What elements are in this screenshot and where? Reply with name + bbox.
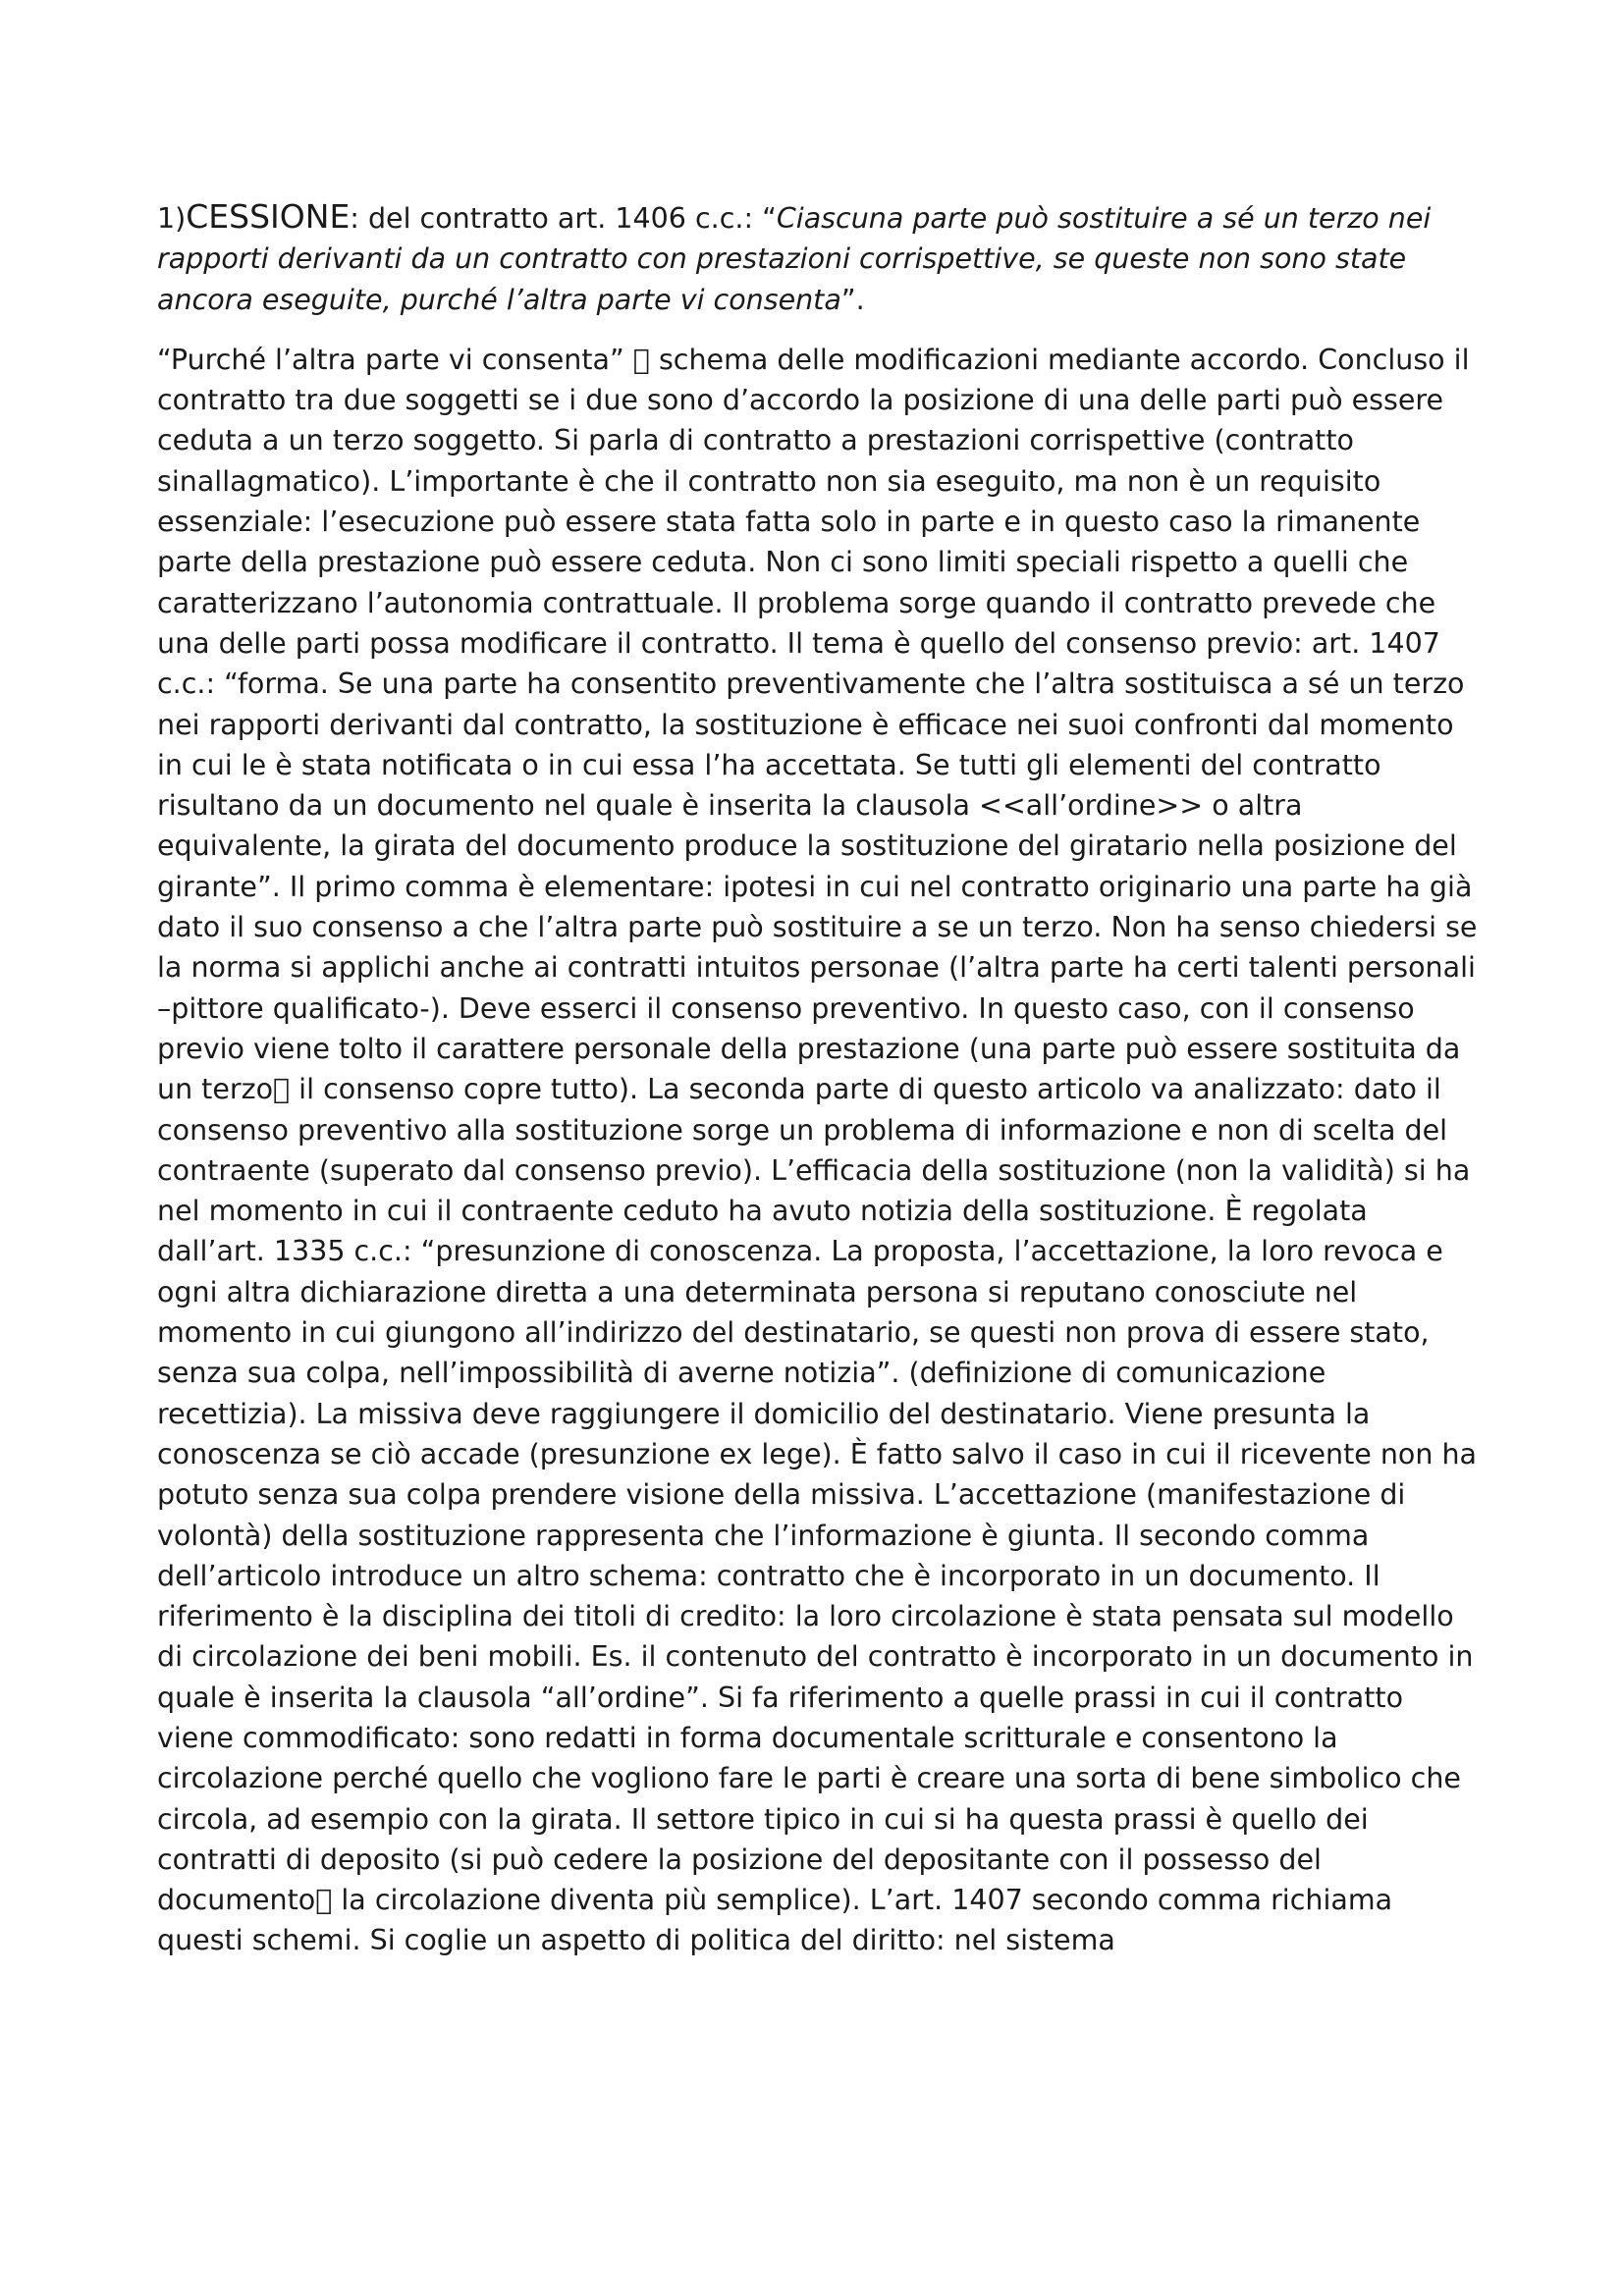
intro-paragraph xyxy=(157,196,1478,320)
document-body xyxy=(157,196,1478,1961)
section-heading: CESSIONE xyxy=(186,197,351,236)
intro-tail: ”. xyxy=(840,283,865,316)
intro-lead: : del contratto art. 1406 c.c.: “ xyxy=(350,202,777,235)
article-quote: Ciascuna parte può sostituire a sé un terzo nei rapporti derivanti da un contratto con prestazioni corrispettive, se queste non sono state ancora eseguite, purché l’altra parte vi consenta xyxy=(157,202,1432,316)
section-number: 1) xyxy=(157,202,187,235)
body-paragraph: “Purché l’altra parte vi consenta” schema delle modificazioni mediante accordo. Concluso il contratto tra due soggetti se i due sono d’accordo la posizione di una delle parti può essere ceduta a un terzo soggetto. Si parla di contratto a prestazioni corrispettive (contratto sinallagmatico). L’importante è che il contratto non sia eseguito, ma non è un requisito essenziale: l’esecuzione può essere stata fatta solo in parte e in questo caso la rimanente parte della prestazione può essere ceduta. Non ci sono limiti speciali rispetto a quelli che caratterizzano l’autonomia contrattuale. Il problema sorge quando il contratto prevede che una delle parti possa modificare il contratto. Il tema è quello del consenso previo: art. 1407 c.c.: “forma. Se una parte ha consentito preventivamente che l’altra sostituisca a sé un terzo nei rapporti derivanti dal contratto, la sostituzione è efficace nei suoi confronti dal momento in cui le è stata notificata o in cui essa l’ha accettata. Se tutti gli elementi del contratto risultano da un documento nel quale è inserita la clausola <<all’ordine>> o altra equivalente, la girata del documento produce la sostituzione del giratario nella posizione del girante”. Il primo comma è elementare: ipotesi in cui nel contratto originario una parte ha già dato il suo consenso a che l’altra parte può sostituire a se un terzo. Non ha senso chiedersi se la norma si applichi anche ai contratti intuitos personae (l’altra parte ha certi talenti personali –pittore qualificato-). Deve esserci il consenso preventivo. In questo caso, con il consenso previo viene tolto il carattere personale della prestazione (una parte può essere sostituita da un terzo il consenso copre tutto). La seconda parte di questo articolo va analizzato: dato il consenso preventivo alla sostituzione sorge un problema di informazione e non di scelta del contraente (superato dal consenso previo). L’efficacia della sostituzione (non la validità) si ha nel momento in cui il contraente ceduto ha avuto notizia della sostituzione. È regolata dall’art. 1335 c.c.: “presunzione di conoscenza. La proposta, l’accettazione, la loro revoca e ogni altra dichiarazione diretta a una determinata persona si reputano conosciute nel momento in cui giungono all’indirizzo del destinatario, se questi non prova di essere stato, senza sua colpa, nell’impossibilità di averne notizia”. (definizione di comunicazione recettizia). La missiva deve raggiungere il domicilio del destinatario. Viene presunta la conoscenza se ciò accade (presunzione ex lege). È fatto salvo il caso in cui il ricevente non ha potuto senza sua colpa prendere visione della missiva. L’accettazione (manifestazione di volontà) della sostituzione rappresenta che l’informazione è giunta. Il secondo comma dell’articolo introduce un altro schema: contratto che è incorporato in un documento. Il riferimento è la disciplina dei titoli di credito: la loro circolazione è stata pensata sul modello di circolazione dei beni mobili. Es. il contenuto del contratto è incorporato in un documento in quale è inserita la clausola “all’ordine”. Si fa riferimento a quelle prassi in cui il contratto viene commodificato: sono redatti in forma documentale scritturale e consentono la circolazione perché quello che vogliono fare le parti è creare una sorta di bene simbolico che circola, ad esempio con la girata. Il settore tipico in cui si ha questa prassi è quello dei contratti di deposito (si può cedere la posizione del depositante con il possesso del documento la circolazione diventa più semplice). L’art. 1407 secondo comma richiama questi schemi. Si coglie un aspetto di politica del diritto: nel sistema xyxy=(157,343,1478,1957)
